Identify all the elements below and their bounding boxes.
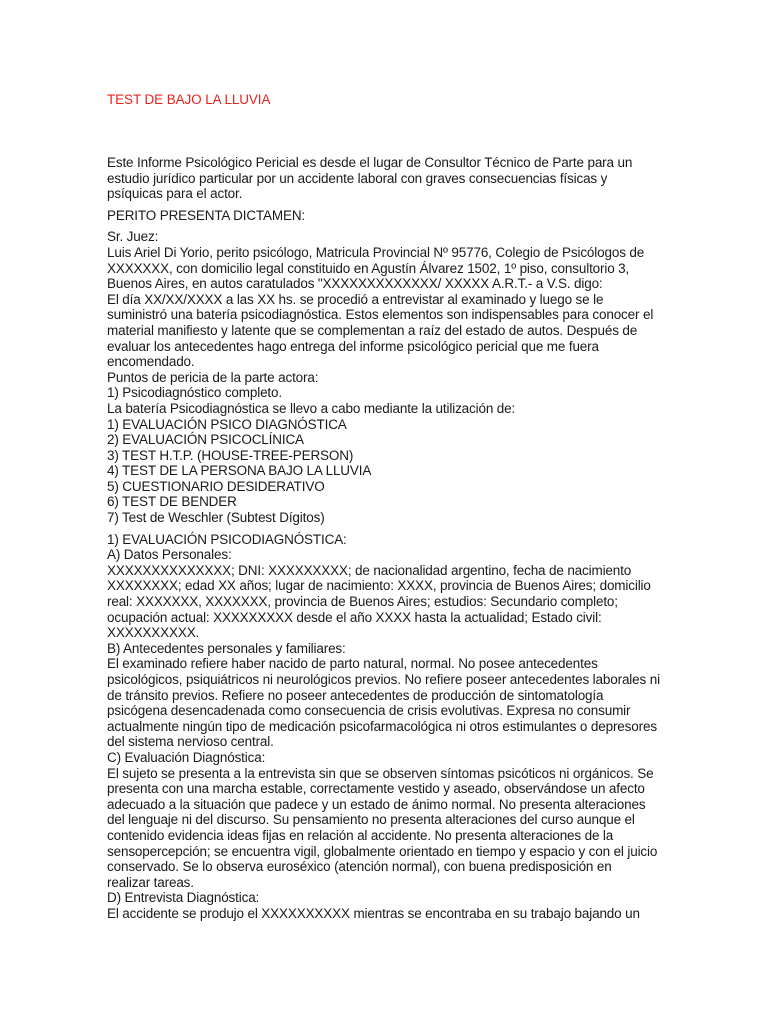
text-line: suministró una batería psicodiagnóstica. Estos elementos son indispensables para conocer el [107, 307, 654, 323]
text-line: estudio jurídico particular por un accidente laboral con graves consecuencias físicas y [107, 170, 608, 186]
subsection-heading: D) Entrevista Diagnóstica: [107, 890, 260, 906]
text-line: XXXXXXXXXXXXXX; DNI: XXXXXXXXX; de nacionalidad argentino, fecha de nacimiento [107, 562, 632, 578]
text-line: XXXXXXXXXX. [107, 625, 200, 641]
list-item: 5) CUESTIONARIO DESIDERATIVO [107, 478, 325, 494]
text-line: del sistema nervioso central. [107, 734, 274, 750]
list-item: 4) TEST DE LA PERSONA BAJO LA LLUVIA [107, 463, 372, 479]
subsection-heading: C) Evaluación Diagnóstica: [107, 749, 266, 765]
text-line: actualmente ningún tipo de medicación psicofarmacológica ni otros estimulantes o depresores [107, 718, 657, 734]
list-item: 7) Test de Weschler (Subtest Dígitos) [107, 510, 325, 526]
text-line: PERITO PRESENTA DICTAMEN: [107, 207, 306, 223]
text-line: Luis Ariel Di Yorio, perito psicólogo, Matricula Provincial Nº 95776, Colegio de Psicólogos de [107, 244, 645, 260]
text-line: La batería Psicodiagnóstica se llevo a cabo mediante la utilización de: [107, 400, 516, 416]
document-title: TEST DE BAJO LA LLUVIA [107, 92, 271, 107]
text-line: XXXXXXXX; edad XX años; lugar de nacimiento: XXXX, provincia de Buenos Aires; domicilio [107, 578, 651, 594]
text-line: presenta con una marcha estable, correctamente vestido y aseado, observándose un afecto [107, 781, 645, 797]
text-line: conservado. Se lo observa euroséxico (atención normal), con buena predisposición en [107, 859, 612, 875]
text-line: psíquicas para el actor. [107, 186, 243, 202]
text-line: del lenguaje ni del discurso. Su pensamiento no presenta alteraciones del curso aunque el [107, 812, 635, 828]
text-line: contenido evidencia ideas fijas en relación al accidente. No presenta alteraciones de la [107, 827, 614, 843]
text-line: El examinado refiere haber nacido de parto natural, normal. No posee antecedentes [107, 656, 598, 672]
text-line: Sr. Juez: [107, 229, 159, 245]
text-line: realizar tareas. [107, 874, 194, 890]
text-line: real: XXXXXXX, XXXXXXX, provincia de Buenos Aires; estudios: Secundario completo; [107, 594, 618, 610]
text-line: material manifiesto y latente que se complementan a raíz del estado de autos. Después de [107, 322, 638, 338]
text-line: 1) Psicodiagnóstico completo. [107, 385, 282, 401]
subsection-heading: A) Datos Personales: [107, 547, 232, 563]
section-heading: 1) EVALUACIÓN PSICODIAGNÓSTICA: [107, 531, 347, 547]
text-line: Buenos Aires, en autos caratulados "XXXXXXXXXXXXX/ XXXXX A.R.T.- a V.S. digo: [107, 276, 603, 292]
list-item: 2) EVALUACIÓN PSICOCLÍNICA [107, 432, 304, 448]
text-line: El día XX/XX/XXXX a las XX hs. se procedió a entrevistar al examinado y luego se le [107, 291, 604, 307]
text-line: ocupación actual: XXXXXXXXX desde el año XXXX hasta la actualidad; Estado civil: [107, 609, 602, 625]
text-line: encomendado. [107, 354, 195, 370]
text-line: psicológicos, psiquiátricos ni neurológicos previos. No refiere poseer antecedentes laborales ni [107, 672, 660, 687]
list-item: 1) EVALUACIÓN PSICO DIAGNÓSTICA [107, 416, 347, 432]
text-line: El accidente se produjo el XXXXXXXXXX mientras se encontraba en su trabajo bajando un [107, 905, 640, 921]
text-line: de tránsito previos. Refiere no poseer antecedentes de producción de sintomatología [107, 687, 604, 703]
text-line: Este Informe Psicológico Pericial es desde el lugar de Consultor Técnico de Parte para un [107, 155, 633, 170]
dictamen-heading [107, 208, 727, 224]
list-item: 6) TEST DE BENDER [107, 494, 237, 510]
subsection-heading: B) Antecedentes personales y familiares: [107, 640, 346, 656]
text-line: psicógena desencadenada como consecuencia de crisis evolutivas. Expresa no consumir [107, 703, 631, 719]
text-line: adecuado a la situación que padece y un estado de ánimo normal. No presenta alteraciones [107, 796, 646, 812]
document-body [107, 155, 727, 922]
text-line: sensopercepción; se encuentra vigil, globalmente orientado en tiempo y espacio y con el juicio [107, 843, 658, 859]
main-paragraph [107, 229, 727, 525]
text-line: Puntos de pericia de la parte actora: [107, 369, 319, 385]
evaluation-section [107, 532, 727, 922]
text-line: XXXXXXX, con domicilio legal constituido en Agustín Álvarez 1502, 1º piso, consultorio 3, [107, 260, 630, 276]
list-item: 3) TEST H.T.P. (HOUSE-TREE-PERSON) [107, 447, 354, 463]
text-line: evaluar los antecedentes hago entrega del informe psicológico pericial que me fuera [107, 338, 599, 354]
text-line: El sujeto se presenta a la entrevista sin que se observen síntomas psicóticos ni orgánicos. Se [107, 765, 654, 781]
intro-paragraph [107, 155, 727, 202]
